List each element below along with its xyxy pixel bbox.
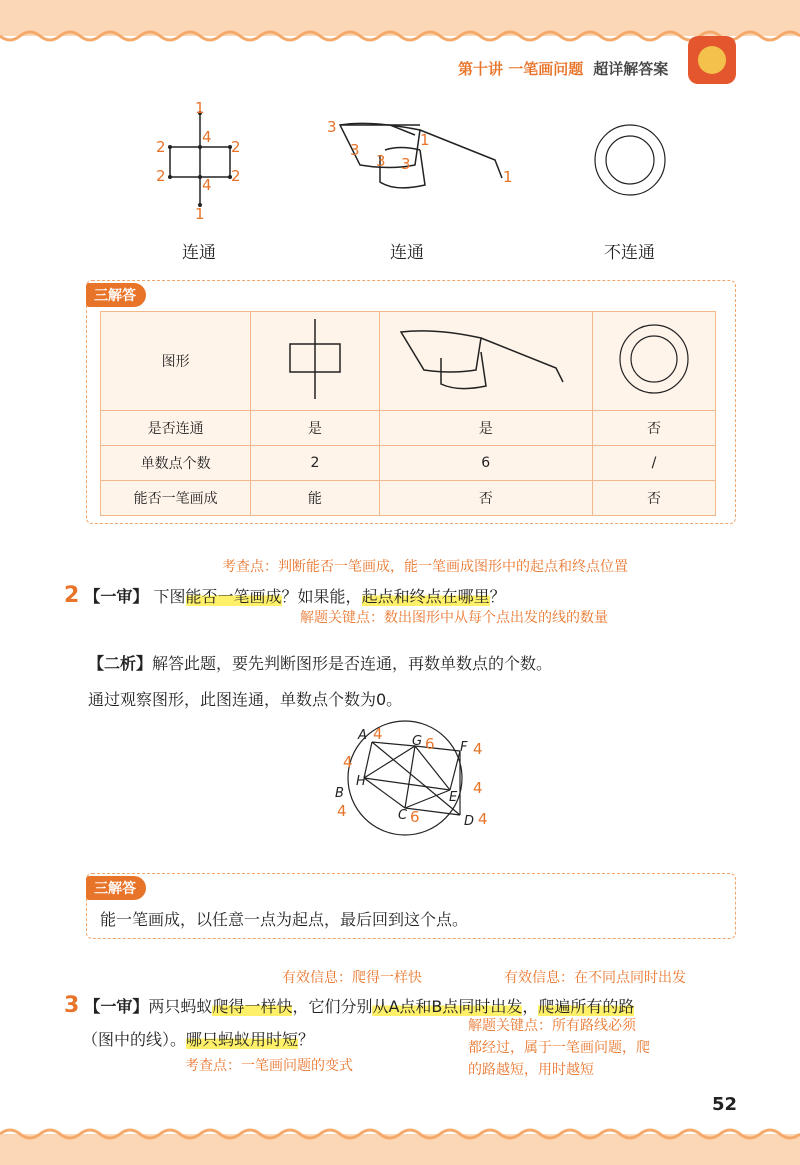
figure-caption: 不连通 [604, 243, 655, 263]
chapter-title: 第十讲 一笔画问题 [458, 60, 584, 78]
table-cell: 是 [251, 411, 379, 446]
table-row [101, 411, 716, 446]
note-valid-info: 有效信息：在不同点同时出发 [504, 970, 686, 986]
answer-tag: 三解答 [86, 283, 146, 307]
figure-cell [592, 312, 715, 411]
fig1-degree: 2 [156, 138, 166, 156]
table-row [101, 446, 716, 481]
highlight: 爬得一样快 [212, 997, 293, 1016]
bottom-wave-border [0, 1120, 800, 1165]
vertex-degree: 4 [337, 802, 347, 820]
row-label: 能否一笔画成 [101, 481, 251, 516]
question-3-line2 [82, 1027, 314, 1050]
vertex-label: F [460, 740, 468, 755]
analysis-text: 解答此题，要先判断图形是否连通，再数单数点的个数。 [152, 654, 553, 673]
table-cell: / [592, 446, 715, 481]
question-number: 2 [64, 583, 80, 608]
answer-text: 能一笔画成，以任意一点为起点，最后回到这个点。 [100, 910, 469, 929]
figure-cell [251, 312, 379, 411]
fig1-degree: 1 [195, 205, 205, 223]
fig2-degree: 3 [376, 152, 386, 170]
observation-text: 通过观察图形，此图连通，单数点个数为0。 [88, 690, 403, 709]
vertex-label: G [412, 734, 423, 749]
question-text: 下图 [153, 587, 186, 606]
row-label: 图形 [101, 312, 251, 411]
fig2-degree: 1 [420, 131, 430, 149]
question-text: ，它们分别 [292, 997, 373, 1016]
table-row [101, 312, 716, 411]
note-exam-point: 考查点：一笔画问题的变式 [185, 1058, 353, 1074]
question-text: ？ [489, 587, 506, 606]
fig1-degree: 2 [231, 138, 241, 156]
page-number: 52 [712, 1094, 738, 1115]
analysis-tag: 【二析】 [88, 654, 153, 673]
figure-caption: 连通 [182, 243, 216, 263]
table-cell: 否 [592, 481, 715, 516]
highlight: 能否一笔画成 [185, 587, 282, 606]
figure-caption: 连通 [390, 243, 424, 263]
question-number: 3 [64, 993, 80, 1018]
row-label: 单数点个数 [101, 446, 251, 481]
table-cell: 2 [251, 446, 379, 481]
fig1-degree: 4 [202, 176, 212, 194]
vertex-label: B [335, 786, 344, 801]
analysis-line [88, 651, 552, 674]
fig1-degree: 1 [195, 99, 205, 117]
figure-cell [379, 312, 592, 411]
table-cell: 否 [379, 481, 592, 516]
row-label: 是否连通 [101, 411, 251, 446]
table-cell: 6 [379, 446, 592, 481]
fig1-degree: 4 [202, 128, 212, 146]
question-text: 两只蚂蚁 [148, 997, 213, 1016]
question-text: ？如果能， [281, 587, 362, 606]
highlight: 哪只蚂蚁用时短 [186, 1030, 299, 1049]
vertex-degree: 6 [425, 735, 435, 753]
vertex-degree: 4 [478, 810, 488, 828]
fig2-degree: 3 [350, 141, 360, 159]
table-cell: 否 [592, 411, 715, 446]
question-text: ？ [298, 1030, 315, 1049]
note-valid-info: 有效信息：爬得一样快 [282, 970, 422, 986]
answer-tag: 三解答 [86, 876, 146, 900]
chapter-subtitle: 超详解答案 [593, 60, 669, 78]
vertex-degree: 4 [343, 753, 353, 771]
note-exam-point: 考查点：判断能否一笔画成，能一笔画成图形中的起点和终点位置 [222, 559, 628, 575]
vertex-label: D [464, 814, 475, 829]
answer-table [100, 311, 716, 516]
review-tag: 【一审】 [84, 997, 149, 1016]
vertex-label: E [449, 790, 458, 805]
vertex-degree: 4 [473, 740, 483, 758]
note-key-point: 解题关键点：所有路线必须 [468, 1018, 636, 1034]
vertex-label: C [398, 808, 408, 823]
note-key-point: 都经过，属于一笔画问题，爬 [468, 1040, 650, 1056]
chapter-header [458, 58, 668, 79]
vertex-degree: 6 [410, 808, 420, 826]
top-wave-border [0, 0, 800, 60]
fig1-degree: 2 [156, 167, 166, 185]
fig2-degree: 3 [401, 155, 411, 173]
vertex-label: A [358, 728, 367, 743]
table-row [101, 481, 716, 516]
question-text: （图中的线）。 [82, 1030, 187, 1049]
fig2-degree: 1 [503, 168, 513, 186]
table-cell: 是 [379, 411, 592, 446]
fig1-degree: 2 [231, 167, 241, 185]
figure-concentric-circles [590, 120, 670, 200]
highlight: 从A点和B点同时出发 [372, 997, 523, 1016]
vertex-degree: 4 [473, 779, 483, 797]
review-tag: 【一审】 [84, 587, 149, 606]
vertex-label: H [356, 774, 366, 789]
highlight: 起点和终点在哪里 [361, 587, 490, 606]
highlight: 爬遍所有的路 [538, 997, 635, 1016]
vertex-degree: 4 [373, 725, 383, 743]
table-cell: 能 [251, 481, 379, 516]
question-text: ， [522, 997, 539, 1016]
note-key-point: 解题关键点：数出图形中从每个点出发的线的数量 [300, 610, 608, 626]
fig2-degree: 3 [327, 118, 337, 136]
question-2 [64, 583, 506, 608]
brand-logo-icon [688, 36, 736, 84]
note-key-point: 的路越短，用时越短 [468, 1062, 594, 1078]
